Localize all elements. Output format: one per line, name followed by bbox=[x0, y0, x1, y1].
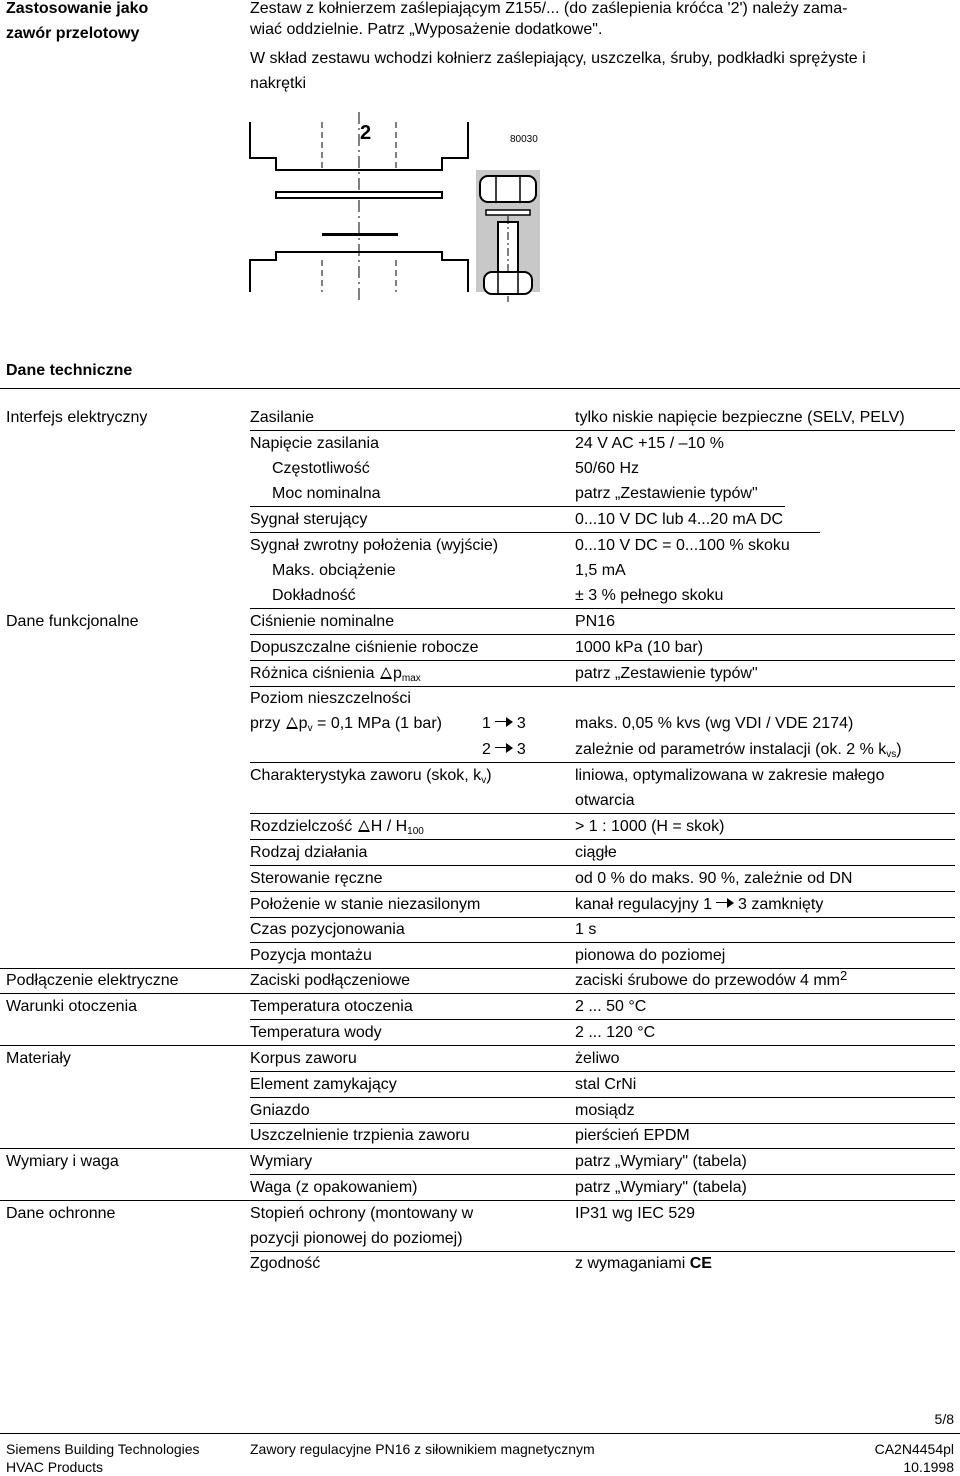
label-ambient-temperature: Temperatura otoczenia bbox=[250, 998, 413, 1015]
label-leakage-level: Poziom nieszczelności bbox=[250, 690, 411, 707]
label-closing-element: Element zamykający bbox=[250, 1076, 397, 1093]
value-conformity: z wymaganiami CE bbox=[575, 1255, 712, 1272]
intro-line-1: Zestaw z kołnierzem zaślepiającym Z155/... (do zaślepienia króćca '2') należy zama- bbox=[250, 0, 848, 17]
group-functional-data: Dane funkcjonalne bbox=[6, 613, 139, 630]
label-weight: Waga (z opakowaniem) bbox=[250, 1179, 418, 1196]
label-nominal-power: Moc nominalna bbox=[272, 485, 381, 502]
label-working-pressure: Dopuszczalne ciśnienie robocze bbox=[250, 639, 479, 656]
value-closing-element: stal CrNi bbox=[575, 1076, 637, 1093]
value-valve-body: żeliwo bbox=[575, 1050, 620, 1067]
label-manual-control: Sterowanie ręczne bbox=[250, 870, 383, 887]
value-max-load: 1,5 mA bbox=[575, 562, 626, 579]
label-resolution: Rozdzielczość H / $H_{100}$ bbox=[250, 818, 424, 837]
value-dimensions: patrz „Wymiary" (tabela) bbox=[575, 1153, 747, 1170]
value-manual-control: od 0 % do maks. 90 %, zależnie od DN bbox=[575, 870, 853, 887]
label-protection-degree-line2: pozycji pionowej do poziomej) bbox=[250, 1230, 463, 1247]
label-unpowered-position: Położenie w stanie niezasilonym bbox=[250, 896, 481, 913]
delta-icon bbox=[286, 717, 298, 729]
page-number: 5/8 bbox=[934, 1411, 954, 1427]
group-environment: Warunki otoczenia bbox=[6, 998, 138, 1015]
value-weight: patrz „Wymiary" (tabela) bbox=[575, 1179, 747, 1196]
value-terminals: zaciski śrubowe do przewodów 4 $mm^2$ bbox=[575, 968, 848, 989]
label-valve-characteristic: Charakterystyka zaworu (skok, $k_v$) bbox=[250, 767, 492, 786]
value-mounting-position: pionowa do poziomej bbox=[575, 947, 726, 964]
value-valve-characteristic-line1: liniowa, optymalizowana w zakresie małego bbox=[575, 767, 885, 784]
label-valve-body: Korpus zaworu bbox=[250, 1050, 357, 1067]
value-leakage-2-3: zależnie od parametrów instalacji (ok. 2 % $k_{vs}$) bbox=[575, 741, 902, 760]
arrow-right-icon bbox=[495, 743, 513, 753]
arrow-right-icon bbox=[716, 898, 734, 908]
ce-mark: CE bbox=[689, 1255, 712, 1272]
section-title: Dane techniczne bbox=[6, 362, 133, 379]
label-nominal-pressure: Ciśnienie nominalne bbox=[250, 613, 395, 630]
value-stem-seal: pierścień EPDM bbox=[575, 1127, 690, 1144]
value-water-temperature: 2 ... 120 °C bbox=[575, 1024, 656, 1041]
value-valve-characteristic-line2: otwarcia bbox=[575, 792, 635, 809]
label-stem-seal: Uszczelnienie trzpienia zaworu bbox=[250, 1127, 470, 1144]
group-protection: Dane ochronne bbox=[6, 1205, 116, 1222]
footer-date: 10.1998 bbox=[903, 1459, 954, 1475]
value-accuracy: ± 3 % pełnego skoku bbox=[575, 587, 724, 604]
label-positioning-time: Czas pozycjonowania bbox=[250, 921, 405, 938]
value-supply: tylko niskie napięcie bezpieczne (SELV, PELV) bbox=[575, 409, 905, 426]
value-nominal-power: patrz „Zestawienie typów" bbox=[575, 485, 758, 502]
label-accuracy: Dokładność bbox=[272, 587, 356, 604]
value-protection-degree: IP31 wg IEC 529 bbox=[575, 1205, 696, 1222]
group-materials: Materiały bbox=[6, 1050, 71, 1067]
value-working-pressure: 1000 kPa (10 bar) bbox=[575, 639, 704, 656]
value-supply-voltage: 24 V AC +15 / –10 % bbox=[575, 435, 724, 452]
value-resolution: > 1 : 1000 (H = skok) bbox=[575, 818, 725, 835]
section-divider bbox=[0, 388, 960, 389]
footer-division: HVAC Products bbox=[6, 1459, 103, 1475]
label-differential-pressure: Różnica ciśnienia $p_{max}$ bbox=[250, 665, 421, 684]
intro-line-3: W skład zestawu wchodzi kołnierz zaślepiający, uszczelka, śruby, podkładki sprężyste i bbox=[250, 50, 866, 67]
port-label: 2 bbox=[360, 122, 372, 144]
arrow-right-icon bbox=[495, 717, 513, 727]
label-feedback-signal: Sygnał zwrotny położenia (wyjście) bbox=[250, 537, 499, 554]
label-leakage-condition: przy $p_v = 0,1$ MPa (1 bar) bbox=[250, 715, 442, 734]
value-leakage-1-3: maks. 0,05 % kvs (wg VDI / VDE 2174) bbox=[575, 715, 854, 732]
value-control-signal: 0...10 V DC lub 4...20 mA DC bbox=[575, 511, 784, 528]
footer-divider bbox=[0, 1433, 960, 1434]
label-supply-voltage: Napięcie zasilania bbox=[250, 435, 379, 452]
label-seat: Gniazdo bbox=[250, 1102, 310, 1119]
label-protection-degree-line1: Stopień ochrony (montowany w bbox=[250, 1205, 474, 1222]
footer-doc-title: Zawory regulacyjne PN16 z siłownikiem magnetycznym bbox=[250, 1441, 595, 1457]
footer-company: Siemens Building Technologies bbox=[6, 1441, 200, 1457]
leakage-path-2-3: 2 3 bbox=[482, 741, 526, 758]
label-supply: Zasilanie bbox=[250, 409, 315, 426]
group-electrical-connection: Podłączenie elektryczne bbox=[6, 972, 179, 989]
value-frequency: 50/60 Hz bbox=[575, 460, 640, 477]
value-feedback-signal: 0...10 V DC = 0...100 % skoku bbox=[575, 537, 790, 554]
group-dimensions: Wymiary i waga bbox=[6, 1153, 119, 1170]
blank-flange-kit-drawing bbox=[240, 112, 560, 312]
label-terminals: Zaciski podłączeniowe bbox=[250, 972, 411, 989]
label-operation-mode: Rodzaj działania bbox=[250, 844, 368, 861]
value-nominal-pressure: PN16 bbox=[575, 613, 616, 630]
leakage-path-1-3: 1 3 bbox=[482, 715, 526, 732]
label-mounting-position: Pozycja montażu bbox=[250, 947, 372, 964]
value-positioning-time: 1 s bbox=[575, 921, 597, 938]
label-conformity: Zgodność bbox=[250, 1255, 321, 1272]
label-dimensions: Wymiary bbox=[250, 1153, 313, 1170]
value-operation-mode: ciągłe bbox=[575, 844, 617, 861]
label-water-temperature: Temperatura wody bbox=[250, 1024, 382, 1041]
label-control-signal: Sygnał sterujący bbox=[250, 511, 368, 528]
value-seat: mosiądz bbox=[575, 1102, 635, 1119]
footer-doc-code: CA2N4454pl bbox=[874, 1441, 954, 1457]
delta-icon bbox=[380, 667, 392, 679]
application-label-line1: Zastosowanie jako bbox=[6, 0, 149, 17]
intro-line-4: nakrętki bbox=[250, 75, 307, 92]
group-electrical-interface: Interfejs elektryczny bbox=[6, 409, 148, 426]
delta-icon bbox=[358, 820, 370, 832]
application-label-line2: zawór przelotowy bbox=[6, 25, 140, 42]
value-unpowered-position: kanał regulacyjny 1 3 zamknięty bbox=[575, 896, 824, 913]
value-ambient-temperature: 2 ... 50 °C bbox=[575, 998, 647, 1015]
value-differential-pressure: patrz „Zestawienie typów" bbox=[575, 665, 758, 682]
intro-line-2: wiać oddzielnie. Patrz „Wyposażenie dodatkowe". bbox=[250, 21, 603, 38]
label-frequency: Częstotliwość bbox=[272, 460, 370, 477]
figure-code: 80030 bbox=[510, 134, 538, 145]
label-max-load: Maks. obciążenie bbox=[272, 562, 396, 579]
